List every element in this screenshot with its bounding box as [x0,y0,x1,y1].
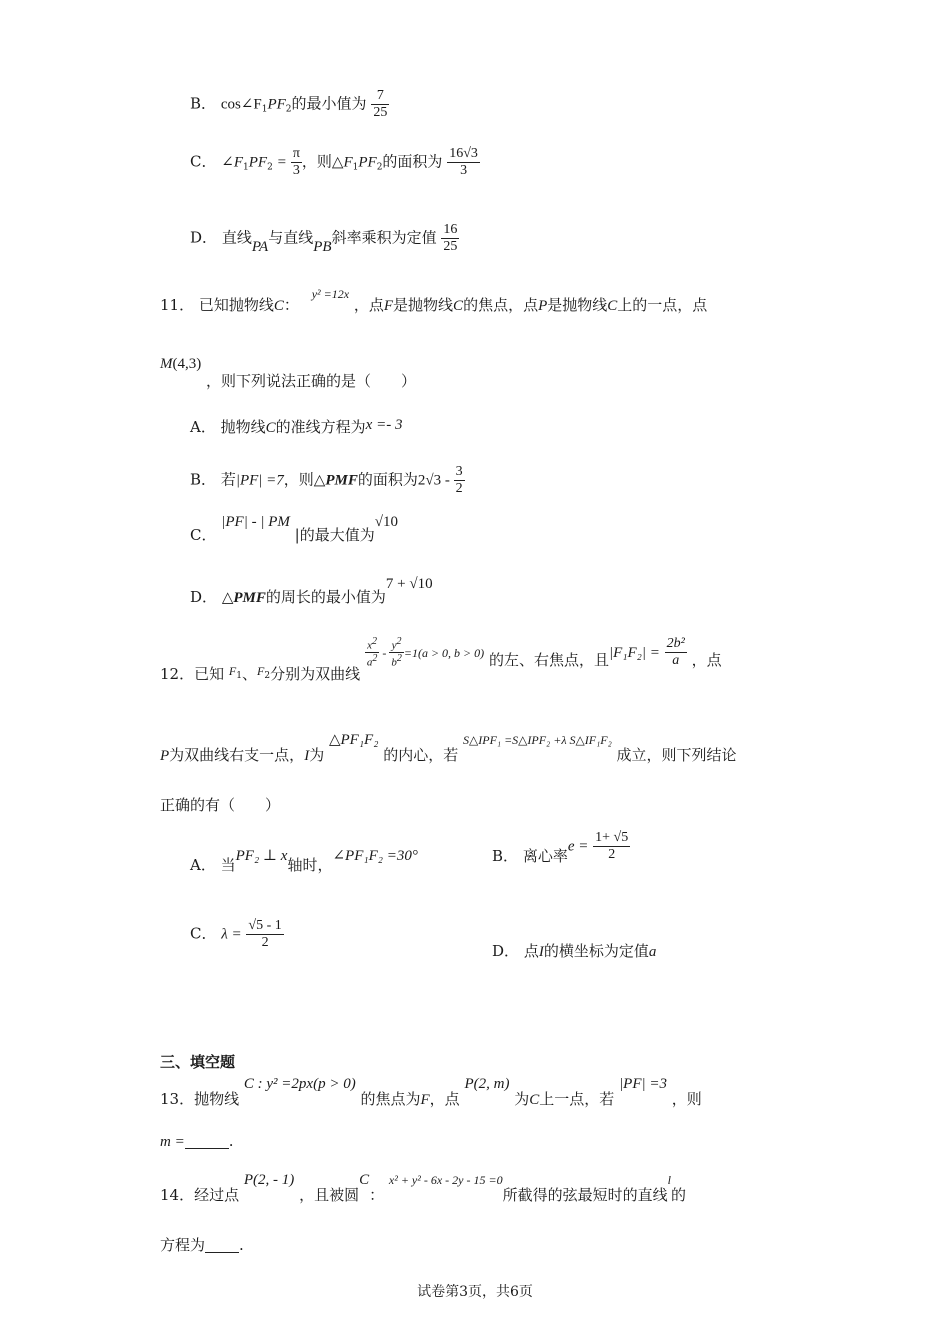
q11-option-d [190,574,433,606]
math-eq: = [277,154,287,171]
question-text: 的 [670,1186,686,1204]
fraction-num: 16√3 [447,146,480,163]
fraction-den: 2 [455,481,463,497]
math-f: F [228,663,237,678]
question-text: ，则 [671,1090,702,1108]
answer-blank[interactable] [185,1134,229,1149]
option-label: D． [492,942,520,960]
fraction-den: 2 [608,847,616,863]
q12-option-c [190,918,284,951]
math-equation: y² =12x [311,287,350,301]
fraction [291,146,302,179]
fraction-den: 25 [373,105,388,121]
option-text: 与直线 [268,228,314,247]
option-text: 的横坐标为定值 [543,942,649,960]
question-text: 、 [241,664,257,683]
fraction-num: 1+ √5 [593,830,630,847]
math-abs-pf: |PF| =7 [235,472,284,489]
option-label: B． [190,470,217,489]
fraction-den: a [672,653,680,669]
option-text: 的准线方程为 [275,418,366,436]
option-text: |的最大值为 [294,526,375,544]
math-i: I [304,748,310,764]
option-text: 点 [523,942,539,960]
q13-stem [160,1074,702,1108]
option-label: C． [190,152,217,171]
math-value: 7 + √10 [385,576,433,592]
option-label: B． [492,846,519,865]
question-text: 的焦点，点 [463,296,539,314]
question-text: ，则下列说法正确的是（ ） [206,372,417,390]
option-text: 直线 [221,228,252,247]
fraction-num: π [291,146,302,163]
option-text: △ [221,588,234,606]
math-c: C [265,420,276,436]
math-sub: 1 [352,162,359,173]
q10-option-d [190,222,459,255]
math-sub: 2 [267,162,273,173]
question-text: 为双曲线右支一点， [169,746,305,764]
math-c: C [453,298,464,314]
question-text: 所截得的弦最短时的直线 [502,1186,668,1204]
option-label: B． [190,94,217,113]
math-triangle: △PF₁F₂ [328,732,379,748]
math-coord: (4,3) [172,356,202,372]
question-number: 13． [160,1090,195,1108]
question-text: 分别为双曲线 [270,664,361,683]
math-f: F [256,663,265,678]
fraction-den: 25 [443,239,458,255]
math-abs-pf: |PF| =3 [619,1076,668,1092]
option-text: 抛物线 [220,418,266,436]
fraction [665,636,687,669]
option-text: ，则△ [283,470,326,489]
math-f: F [420,1092,430,1108]
question-text: 成立，则下列结论 [616,746,737,764]
math-p: P [160,748,170,764]
question-text: 为 [514,1090,530,1108]
math-l: l [667,1173,671,1187]
question-text: 经过点 [194,1186,240,1204]
question-text: 是抛物线 [547,296,608,314]
math-e: e = [567,838,589,855]
math-pf: PF [267,96,286,113]
question-text: 上的一点，点 [617,296,708,314]
q12-option-b [492,830,630,863]
math-expression: PF₂ ⊥ x [235,848,288,864]
math-equation: x =- 3 [365,417,403,433]
fraction [447,146,480,179]
option-label: C． [190,924,217,943]
question-number: 12． [160,664,195,683]
question-text: . [239,1236,244,1254]
fraction-x2-a2: $\frac{x^2}{a^2}$ [366,636,378,669]
question-number: 14． [160,1186,195,1204]
math-cos-angle: cos∠F [220,96,262,113]
math-sub: 1 [243,162,249,173]
section-title: 三、填空题 [160,1053,236,1071]
question-text: 的内心，若 [383,746,459,764]
math-f: F [383,298,394,314]
fraction-num: 7 [371,88,389,105]
math-equation: x² + y² - 6x - 2y - 15 =0 [388,1173,503,1187]
math-expression: |PF| - | PM [221,514,290,530]
q12-option-a [190,846,418,874]
q14-stem [160,1170,686,1204]
math-area-equation: S△IPF₁ =S△IPF₂ +λ S△IF₁F₂ [463,733,612,747]
math-pa: PA [251,238,269,255]
math-pf: PF [358,154,377,171]
question-text: ，点 [691,650,722,669]
option-text: 斜率乘积为定值 [331,228,437,247]
math-angle: ∠F [221,154,243,171]
math-sub: 1 [236,670,242,681]
question-text: 已知 [194,664,225,683]
option-label: D． [190,588,218,606]
q12-stem-3 [160,796,280,814]
option-text: 的面积为 [357,470,418,489]
fraction [441,222,459,255]
math-pmf: PMF [233,590,266,606]
option-text: 的最小值为 [291,94,367,113]
fraction [371,88,389,121]
page-footer: 试卷第3页，共6页 [417,1284,533,1300]
fraction [593,830,630,863]
math-sub: 1 [261,104,268,115]
math-angle: ∠PF₁F₂ =30° [332,848,418,864]
math-c: C [529,1092,540,1108]
math-pb: PB [313,238,332,255]
fraction-den: 2 [261,935,269,951]
question-text: . [228,1132,234,1150]
q11-stem [160,287,708,315]
math-pf: PF [248,154,268,171]
math-value: 2√3 - [417,472,454,489]
question-text: 抛物线 [194,1090,240,1108]
option-text: 轴时， [287,856,333,874]
math-p: P [538,298,548,314]
math-c: C [273,298,284,314]
q14-stem-2 [160,1236,244,1254]
math-abs-f1f2: |F₁F₂| = [608,644,660,661]
q11-option-b [190,464,465,497]
q10-option-c [190,146,480,179]
q10-option-b [190,88,389,121]
question-text: 是抛物线 [393,296,454,314]
math-a: a [648,944,657,960]
q12-option-d [492,942,656,961]
q13-stem-2 [160,1132,234,1151]
question-text: ： [283,296,299,314]
math-value: √10 [374,514,398,530]
math-i: I [538,944,544,960]
math-point: P(2, m) [464,1076,510,1092]
math-sub: 2 [285,104,292,115]
fraction-num: √5 - 1 [246,918,283,935]
math-c: C [607,298,618,314]
question-text: 正确的有（ ） [160,796,281,814]
question-text: 的焦点为 [360,1090,421,1108]
q11-option-a [190,418,402,437]
math-lambda: λ = [221,926,242,943]
option-text: 的周长的最小值为 [265,588,386,606]
question-text: 为 [309,746,325,764]
question-number: 11． [160,296,195,314]
fraction-num: 2b² [665,636,687,653]
fraction-y2-b2: $\frac{y^2}{b^2}$ [391,636,402,669]
fraction-den: 3 [460,163,468,179]
math-point: P(2, - 1) [243,1172,295,1188]
math-sub: 2 [376,162,383,173]
math-f: F [343,154,353,171]
option-label: D． [190,228,218,247]
option-label: A． [190,856,216,874]
question-text: ，点 [353,296,384,314]
question-text: ，点 [429,1090,460,1108]
question-text: 的左、右焦点，且 [488,650,609,669]
fraction-num: 3 [454,464,465,481]
q12-stem: 12．已知 $_{F1}$、$_{F2}$分别为双曲线 $\frac{x^2}{a^2}$ - $\frac{y^2}{b^2}$ =1(a > 0, b > 0) 的左、右焦点，且|F₁F₂| = $\frac{\text{2b²}}{a}$ ，点 [160,636,722,683]
math-c: C [359,1172,370,1188]
option-text: 的面积为 [382,152,443,171]
question-text: ： [369,1186,385,1204]
option-text: ，则△ [301,152,344,171]
fraction [246,918,283,951]
math-equation: C : y² =2px(p > 0) [243,1076,356,1092]
question-text: 已知抛物线 [198,296,274,314]
math-m: M [160,356,173,372]
q12-stem-2 [160,730,737,764]
option-label: C． [190,526,217,544]
fraction-den: 3 [292,163,300,179]
option-text: 若 [220,470,236,489]
math-pmf: PMF [325,472,358,489]
answer-blank[interactable] [205,1238,239,1253]
option-text: 当 [220,856,236,874]
math-equation: =1(a > 0, b > 0) [403,645,485,660]
math-sub: 2 [264,670,271,681]
question-text: 方程为 [160,1236,206,1254]
question-text: ，且被圆 [299,1186,360,1204]
q11-stem-2 [160,354,417,390]
q11-option-c [190,512,398,544]
math-m: m = [160,1134,185,1150]
question-text: 上一点，若 [539,1090,615,1108]
fraction [454,464,465,497]
option-text: 离心率 [522,846,568,865]
fraction-num: 16 [441,222,459,239]
option-label: A． [190,418,216,436]
